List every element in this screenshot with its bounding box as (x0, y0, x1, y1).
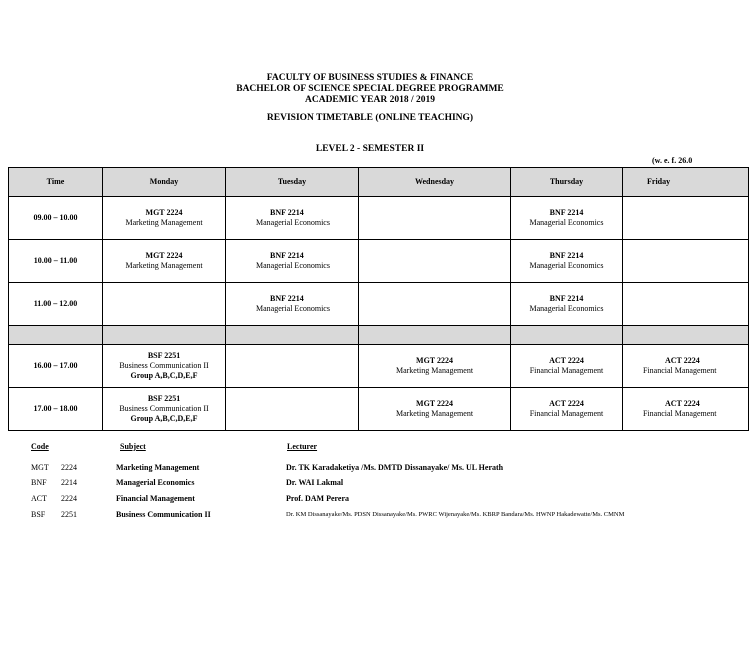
break-cell (226, 326, 359, 345)
class-cell (623, 388, 749, 431)
class-cell (359, 388, 511, 431)
course-code: ACT 2224 (665, 399, 700, 408)
course-name: Managerial Economics (529, 304, 604, 313)
break-cell (511, 326, 623, 345)
class-cell (359, 240, 511, 283)
class-cell (511, 240, 623, 283)
class-cell (103, 388, 226, 431)
legend-code-prefix: ACT (31, 494, 47, 503)
col-time: Time (9, 168, 103, 197)
course-name: Marketing Management (125, 218, 203, 227)
class-cell (226, 197, 359, 240)
course-group: Group A,B,C,D,E,F (130, 371, 198, 380)
course-name: Financial Management (643, 366, 717, 375)
course-name: Financial Management (643, 409, 717, 418)
class-cell (623, 197, 749, 240)
course-name: Managerial Economics (529, 261, 604, 270)
legend-code-number: 2251 (61, 510, 77, 519)
class-cell (359, 283, 511, 326)
legend-subject: Marketing Management (116, 463, 200, 472)
faculty-title: FACULTY OF BUSINESS STUDIES & FINANCE (266, 73, 474, 83)
class-cell (103, 345, 226, 388)
course-code: BNF 2214 (270, 294, 304, 303)
course-code: BSF 2251 (147, 394, 181, 403)
class-cell (359, 345, 511, 388)
course-name: Financial Management (529, 409, 604, 418)
timetable-header-row (9, 168, 749, 197)
timetable (8, 167, 749, 431)
time-cell: 17.00 – 18.00 (9, 388, 103, 431)
course-code: ACT 2224 (549, 356, 584, 365)
legend-subject-header: Subject (120, 442, 146, 451)
legend-code-prefix: BSF (31, 510, 46, 519)
table-row (9, 197, 749, 240)
legend-lecturer: Dr. KM Dissanayake/Ms. PDSN Dissanayake/Ms. PWRC Wijenayake/Ms. KBRP Bandara/Ms. HWNP Hakadewatte/Ms. CMNM (286, 511, 625, 518)
time-cell: 09.00 – 10.00 (9, 197, 103, 240)
class-cell (359, 197, 511, 240)
course-code: BNF 2214 (549, 251, 584, 260)
course-code: BNF 2214 (549, 294, 584, 303)
class-cell (511, 345, 623, 388)
course-code: MGT 2224 (416, 356, 453, 365)
academic-year: ACADEMIC YEAR 2018 / 2019 (304, 95, 435, 105)
break-cell (9, 326, 103, 345)
course-name: Managerial Economics (529, 218, 604, 227)
col-friday: Friday (623, 168, 749, 197)
course-code: ACT 2224 (665, 356, 700, 365)
col-thursday: Thursday (511, 168, 623, 197)
course-name: Business Communication II (119, 404, 209, 413)
course-code: MGT 2224 (145, 208, 183, 217)
break-row (9, 326, 749, 345)
break-cell (103, 326, 226, 345)
course-name: Managerial Economics (256, 261, 330, 270)
legend-subject: Managerial Economics (116, 478, 195, 487)
course-name: Financial Management (529, 366, 604, 375)
course-code: MGT 2224 (145, 251, 183, 260)
course-group: Group A,B,C,D,E,F (130, 414, 198, 423)
legend-lecturer: Prof. DAM Perera (286, 494, 350, 503)
programme-title: BACHELOR OF SCIENCE SPECIAL DEGREE PROGRAMME (236, 84, 504, 94)
table-row (9, 345, 749, 388)
timetable-title: REVISION TIMETABLE (ONLINE TEACHING) (266, 113, 474, 123)
course-code: BSF 2251 (147, 351, 181, 360)
course-name: Marketing Management (395, 409, 474, 418)
course-name: Managerial Economics (256, 304, 330, 313)
legend-code-number: 2224 (61, 463, 77, 472)
legend-lecturer-header: Lecturer (287, 442, 318, 451)
col-tuesday: Tuesday (226, 168, 359, 197)
level-semester: LEVEL 2 - SEMESTER II (315, 144, 425, 154)
break-cell (623, 326, 749, 345)
time-cell: 10.00 – 11.00 (9, 240, 103, 283)
class-cell (511, 388, 623, 431)
legend-code-number: 2214 (61, 478, 77, 487)
class-cell (511, 283, 623, 326)
class-cell (511, 197, 623, 240)
course-code: BNF 2214 (270, 208, 304, 217)
class-cell (103, 240, 226, 283)
class-cell (623, 283, 749, 326)
course-name: Marketing Management (395, 366, 474, 375)
table-row (9, 283, 749, 326)
course-code: BNF 2214 (549, 208, 584, 217)
time-cell: 16.00 – 17.00 (9, 345, 103, 388)
class-cell (103, 197, 226, 240)
legend-subject: Financial Management (116, 494, 195, 503)
legend-code-prefix: MGT (31, 463, 49, 472)
course-name: Marketing Management (125, 261, 203, 270)
col-monday: Monday (103, 168, 226, 197)
legend-subject: Business Communication II (116, 510, 211, 519)
course-name: Managerial Economics (256, 218, 330, 227)
class-cell (226, 283, 359, 326)
course-code: ACT 2224 (549, 399, 584, 408)
class-cell (103, 283, 226, 326)
effective-date: (w. e. f. 26.0 (652, 156, 693, 165)
class-cell (226, 388, 359, 431)
table-row (9, 240, 749, 283)
course-code: BNF 2214 (270, 251, 304, 260)
legend-code-header: Code (31, 442, 49, 451)
legend-code-number: 2224 (61, 494, 77, 503)
legend-code-prefix: BNF (31, 478, 47, 487)
legend-lecturer: Dr. TK Karadaketiya /Ms. DMTD Dissanayake/ Ms. UL Herath (286, 463, 504, 472)
time-cell: 11.00 – 12.00 (9, 283, 103, 326)
class-cell (623, 345, 749, 388)
class-cell (226, 345, 359, 388)
break-cell (359, 326, 511, 345)
course-name: Business Communication II (119, 361, 209, 370)
legend-lecturer: Dr. WAI Lakmal (286, 478, 344, 487)
class-cell (623, 240, 749, 283)
class-cell (226, 240, 359, 283)
col-wednesday: Wednesday (359, 168, 511, 197)
course-code: MGT 2224 (416, 399, 453, 408)
table-row (9, 388, 749, 431)
